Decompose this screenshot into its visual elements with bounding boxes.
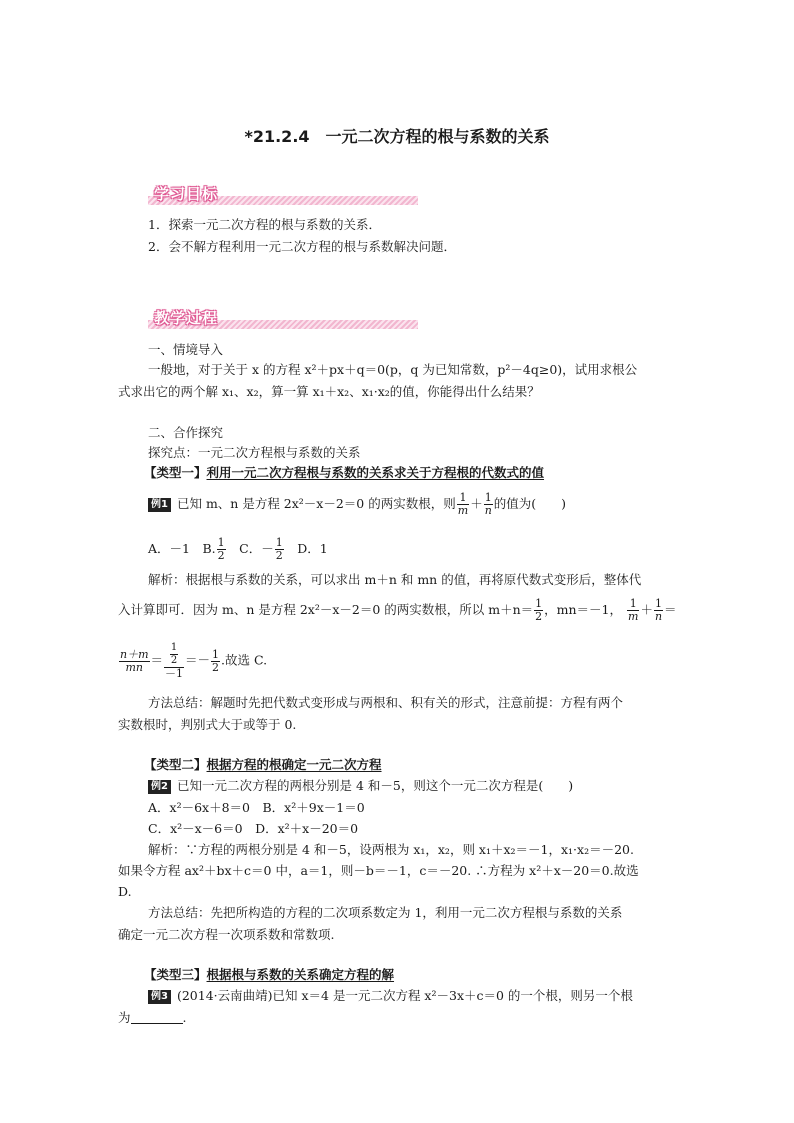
method-summary: 方法总结：先把所构造的方程的二次项系数定为 1，利用一元二次方程根与系数的关系 xyxy=(148,905,623,920)
fraction-nm-over-mn: $\frac{n+m}{mn}$ xyxy=(120,647,149,674)
explore-point: 探究点：一元二次方程根与系数的关系 xyxy=(148,445,361,460)
question-text: (2014·云南曲靖)已知 x＝4 是一元二次方程 x²－3x＋c＝0 的一个根，则另一个根 xyxy=(176,988,633,1003)
solution-line: 解析：∵方程的两根分别是 4 和－5，设两根为 x₁，x₂，则 x₁＋x₂＝－1，x₁·x₂＝－20. xyxy=(148,842,634,857)
type-title: 根据根与系数的关系确定方程的解 xyxy=(206,967,395,982)
example2-options: A．x²－6x＋8＝0 B．x²＋9x－1＝0 xyxy=(148,800,365,815)
type3-heading xyxy=(144,966,394,984)
method-summary: 确定一元二次方程一次项系数和常数项. xyxy=(118,927,335,942)
method-summary: 实数根时，判别式大于或等于 0. xyxy=(118,717,297,732)
example1-options: A．－1 B. $\frac{1}{2}$ C．－ $\frac{1}{2}$ D．1 xyxy=(148,536,328,562)
explore-heading: 二、合作探究 xyxy=(148,425,224,440)
type1-heading xyxy=(144,464,544,482)
section-header-process xyxy=(148,307,418,331)
fraction-1-over-m: $\frac{1}{m}$ xyxy=(628,597,639,623)
fraction-1-over-m: $\frac{1}{m}$ xyxy=(457,491,469,517)
goal-item: 2．会不解方程利用一元二次方程的根与系数解决问题． xyxy=(148,239,456,254)
solution-line: 入计算即可．因为 m、n 是方程 2x²－x－2＝0 的两实数根，所以 m＋n＝ $\frac{1}{2}$ ，mn＝－1， $\frac{1}{m}$ ＋ $\frac{1}{n}$ ＝ xyxy=(118,597,677,623)
question-text-end: 的值为( ) xyxy=(493,496,567,511)
page-title: *21.2.4 一元二次方程的根与系数的关系 xyxy=(244,127,550,146)
type-label: 【类型二】 xyxy=(144,757,207,772)
fraction-complex: $\frac{\frac{1}{2}}{-1}$ xyxy=(165,642,184,680)
solution-line: 如果令方程 ax²＋bx＋c＝0 中，a＝1，则－b＝－1，c＝－20. ∴方程为 x²＋x－20＝0.故选 xyxy=(118,863,639,878)
example2-question xyxy=(148,777,573,795)
section-header-label: 教学过程 xyxy=(154,309,219,327)
example3-question xyxy=(148,987,633,1005)
example-badge: 例1 xyxy=(148,498,171,512)
answer-blank[interactable] xyxy=(131,1011,183,1024)
fraction-half: $\frac{1}{2}$ xyxy=(212,647,220,674)
example2-options: C．x²－x－6＝0 D．x²＋x－20＝0 xyxy=(148,821,359,836)
fraction-1-over-n: $\frac{1}{n}$ xyxy=(484,491,492,517)
section-header-label: 学习目标 xyxy=(154,185,219,203)
type-label: 【类型三】 xyxy=(144,967,207,982)
type-title: 根据方程的根确定一元二次方程 xyxy=(206,757,382,772)
example1-question: 例1 已知 m、n 是方程 2x²－x－2＝0 的两实数根，则 $\frac{1}{m}$ ＋ $\frac{1}{n}$ 的值为( ) xyxy=(148,492,566,517)
example-badge: 例3 xyxy=(148,990,171,1004)
solution-line: $\frac{n+m}{mn}$ ＝ $\frac{\frac{1}{2}}{-1}$ ＝－ $\frac{1}{2}$ .故选 C. xyxy=(120,642,268,680)
goal-item: 1．探索一元二次方程的根与系数的关系． xyxy=(148,217,381,232)
intro-line: 式求出它的两个解 x₁、x₂，算一算 x₁＋x₂、x₁·x₂的值，你能得出什么结果？ xyxy=(118,384,540,399)
question-text: 已知一元二次方程的两根分别是 4 和－5，则这个一元二次方程是( ) xyxy=(176,778,574,793)
type-label: 【类型一】 xyxy=(144,465,207,480)
fraction-half: $\frac{1}{2}$ xyxy=(535,597,543,623)
solution-line: D. xyxy=(118,884,132,899)
intro-heading: 一、情境导入 xyxy=(148,342,224,357)
solution-line: 解析：根据根与系数的关系，可以求出 m＋n 和 mn 的值，再将原代数式变形后，整体代 xyxy=(148,572,642,587)
type2-heading xyxy=(144,756,382,774)
intro-line: 一般地，对于关于 x 的方程 x²＋px＋q＝0(p，q 为已知常数，p²－4q≥0)，试用求根公 xyxy=(148,362,638,377)
fraction-half: $\frac{1}{2}$ xyxy=(217,536,225,562)
method-summary: 方法总结：解题时先把代数式变形成与两根和、积有关的形式，注意前提：方程有两个 xyxy=(148,695,624,710)
fraction-1-over-n: $\frac{1}{n}$ xyxy=(654,597,663,623)
question-text: 已知 m、n 是方程 2x²－x－2＝0 的两实数根，则 xyxy=(176,496,456,511)
fraction-half: $\frac{1}{2}$ xyxy=(275,536,283,562)
example3-question-end: 为 . xyxy=(118,1010,187,1025)
type-title: 利用一元二次方程根与系数的关系求关于方程根的代数式的值 xyxy=(206,465,545,480)
section-header-goals xyxy=(148,183,418,207)
example-badge: 例2 xyxy=(148,780,171,794)
